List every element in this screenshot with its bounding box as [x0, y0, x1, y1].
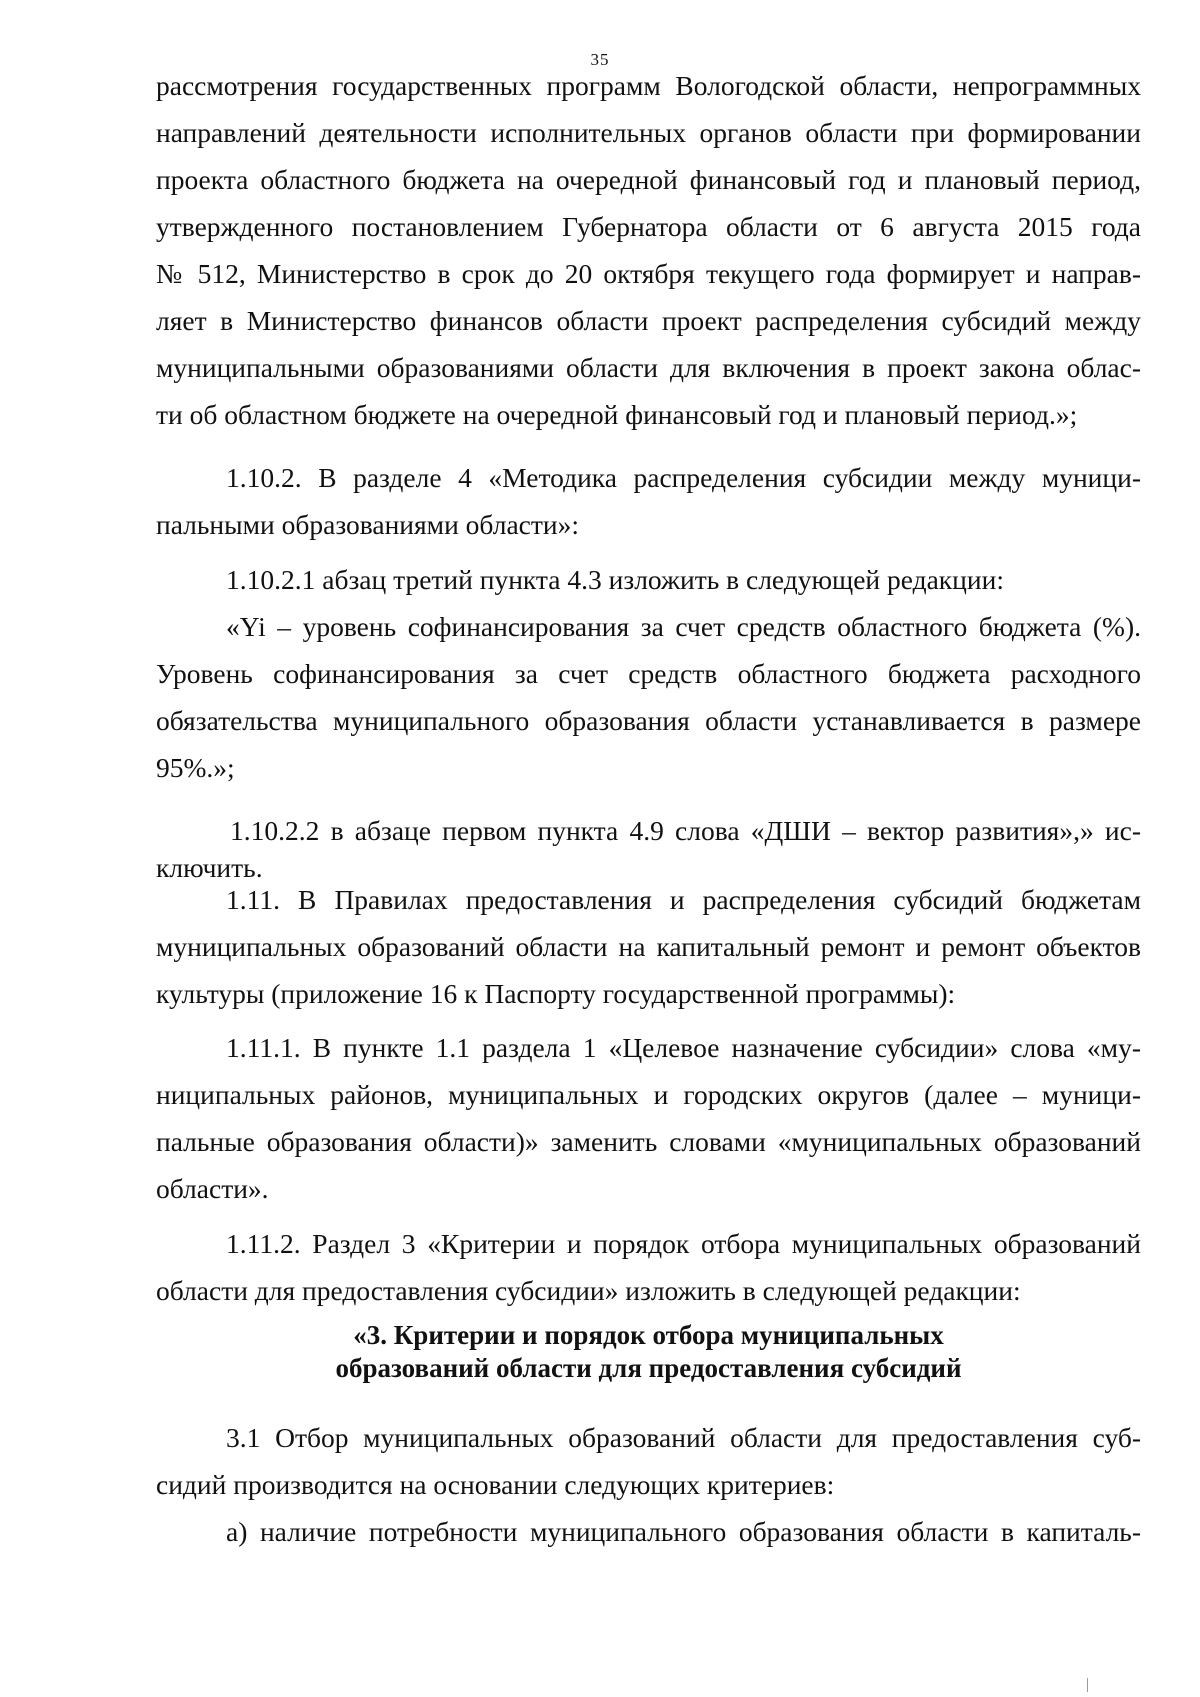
text-line: 1.11.1. В пункте 1.1 раздела 1 «Целевое назначение субсидии» слова «му- [226, 1032, 1141, 1063]
text-line: проекта областного бюджета на очередной финансовый год и плановый период, [156, 164, 1141, 195]
text-line: области». [156, 1173, 269, 1204]
text-line: 95%.»; [156, 752, 235, 783]
text-line: ниципальных районов, муниципальных и городских округов (далее – муници- [156, 1079, 1141, 1110]
text-line: ключить. [156, 852, 263, 883]
text-line: Уровень софинансирования за счет средств областного бюджета расходного [156, 658, 1141, 689]
text-line: 1.10.2.1 абзац третий пункта 4.3 изложить в следующей редакции: [226, 564, 1004, 595]
text-line: муниципальных образований области на капитальный ремонт и ремонт объектов [156, 931, 1141, 962]
text-line: культуры (приложение 16 к Паспорту государственной программы): [156, 978, 956, 1009]
section-heading-line: образований области для предоставления субсидий [335, 1353, 962, 1383]
text-line: ти об областном бюджете на очередной финансовый год и плановый период.»; [156, 399, 1078, 430]
text-line: ляет в Министерство финансов области проект распределения субсидий между [156, 305, 1141, 336]
text-line: пальные образования области)» заменить словами «муниципальных образований [156, 1126, 1141, 1157]
text-line: утвержденного постановлением Губернатора области от 6 августа 2015 года [156, 211, 1141, 242]
text-line: 1.11. В Правилах предоставления и распределения субсидий бюджетам [226, 884, 1141, 915]
page-number: 35 [590, 50, 610, 69]
text-line: рассмотрения государственных программ Вологодской области, непрограммных [156, 70, 1141, 101]
text-line: 1.11.2. Раздел 3 «Критерии и порядок отбора муниципальных образований [226, 1228, 1141, 1259]
text-line: обязательства муниципального образования области устанавливается в размере [156, 705, 1141, 736]
text-line: 1.10.2. В разделе 4 «Методика распределения субсидии между муници- [226, 462, 1141, 493]
text-line: а) наличие потребности муниципального образования области в капиталь- [226, 1516, 1141, 1547]
text-line: сидий производится на основании следующих критериев: [156, 1469, 835, 1500]
text-line: № 512, Министерство в срок до 20 октября текущего года формирует и направ- [156, 258, 1141, 289]
text-line: области для предоставления субсидии» изложить в следующей редакции: [156, 1275, 1021, 1306]
section-heading-line: «3. Критерии и порядок отбора муниципальных [353, 1320, 944, 1350]
text-line: пальными образованиями области»: [156, 509, 579, 540]
text-line: направлений деятельности исполнительных органов области при формировании [156, 117, 1141, 148]
text-line: «Yi – уровень софинансирования за счет средств областного бюджета (%). [226, 611, 1141, 642]
text-line: 1.10.2.2 в абзаце первом пункта 4.9 слова «ДШИ – вектор развития»,» ис- [230, 815, 1141, 846]
text-line: 3.1 Отбор муниципальных образований области для предоставления суб- [226, 1422, 1141, 1453]
text-line: муниципальными образованиями области для включения в проект закона облас- [156, 352, 1141, 383]
scan-mark [1087, 1678, 1088, 1692]
